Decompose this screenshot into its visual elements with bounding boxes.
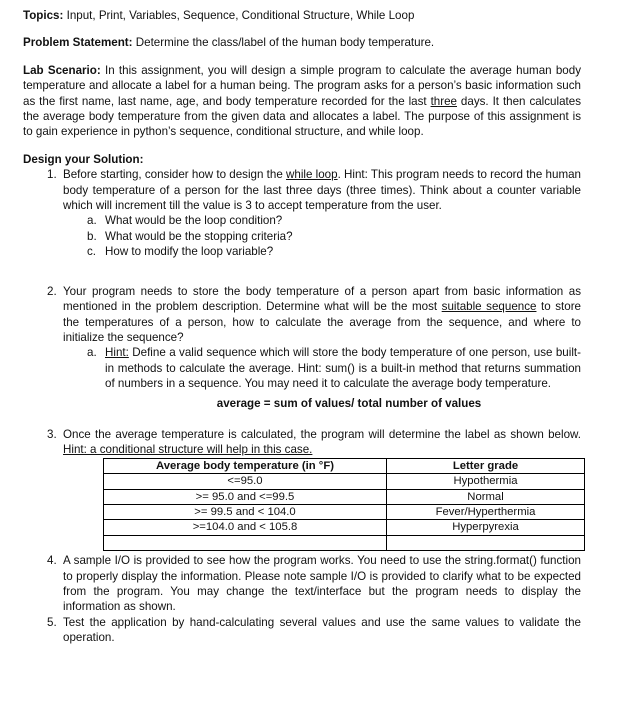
suitable-sequence-term: suitable sequence [441, 300, 537, 314]
solution-item-1: 1. Before starting, consider how to design the while loop. Hint: This program needs to record the human body temperature of a person for the last three days (three times). Think about a counter variable which will increment till the value is 3 to accept temperature from the user. [47, 168, 581, 213]
table-cell: Hypothermia [387, 474, 585, 489]
item-number: 1. [47, 168, 57, 182]
solution-item-2: 2. Your program needs to store the body temperature of a person apart from basic information as mentioned in the problem description. Determine what will be the most suitable sequence to store the temperatures of a person, how to calculate the average from the sequence, and where to initialize the sequence? [47, 284, 582, 344]
solution-item-3: 3. Once the average temperature is calculated, the program will determine the label as shown below. Hint: a conditional structure will help in this case. [47, 427, 581, 457]
problem-text: Determine the class/label of the human body temperature. [132, 36, 435, 50]
table-row [104, 489, 585, 504]
hint-conditional: Hint: a conditional structure will help in this case. [63, 443, 313, 457]
average-formula: average = sum of values/ total number of values [216, 396, 482, 410]
scenario-label: Lab Scenario: [23, 63, 101, 77]
scenario-text-1: In this assignment, you will design a simple program to calculate the average human body temperature and allocate a label for a human being. The program asks for a person’s basic information such as the first name, last name, age, and body temperature recorded for the last [23, 63, 581, 108]
while-loop-term: while loop [286, 168, 338, 182]
table-cell: Normal [387, 489, 585, 504]
table-cell [387, 535, 585, 550]
table-row-empty [104, 535, 585, 550]
table-cell: Hyperpyrexia [387, 520, 585, 535]
document-page [23, 8, 581, 646]
solution-heading: Design your Solution: [23, 152, 144, 166]
table-header-grade: Letter grade [387, 458, 585, 473]
table-cell: >=104.0 and < 105.8 [104, 520, 387, 535]
table-cell: Fever/Hyperthermia [387, 504, 585, 519]
scenario-underlined: three [430, 94, 457, 108]
table-cell [104, 535, 387, 550]
table-header-temp: Average body temperature (in °F) [104, 458, 387, 473]
temperature-label-table [103, 458, 585, 551]
solution-item-5: 5. Test the application by hand-calculating several values and use the same values to validate the operation. [47, 615, 581, 645]
hint-label: Hint: [105, 346, 129, 360]
problem-label: Problem Statement: [23, 36, 133, 50]
sub-item-1a: a. What would be the loop condition? [87, 214, 283, 228]
table-header-row [104, 458, 585, 473]
solution-item-4: 4. A sample I/O is provided to see how the program works. You need to use the string.format() function to properly display the information. Please note sample I/O is provided to clarify what to be expected from the program. You may change the text/interface but the program needs to display the information as shown. [47, 554, 581, 614]
table-cell: <=95.0 [104, 474, 387, 489]
item-number: 4. [47, 554, 57, 568]
topics-line [23, 8, 581, 23]
table-row [104, 474, 585, 489]
lab-scenario [23, 63, 581, 140]
sub-item-2a: a. Hint: Define a valid sequence which will store the body temperature of one person, use built-in methods to calculate the average. Hint: sum() is a built-in method that returns summation of numbers in a sequence. You may need it to calculate the average body temperature. [87, 346, 581, 391]
sub-item-1b: b. What would be the stopping criteria? [87, 229, 293, 243]
item-number: 2. [47, 284, 57, 298]
topics-text: Input, Print, Variables, Sequence, Conditional Structure, While Loop [63, 9, 415, 22]
item-number: 5. [47, 615, 57, 629]
item-number: 3. [47, 427, 57, 441]
scenario-text-2: days. It then calculates the average body temperature from the given data and allocates a label. The purpose of this assignment is to gain experience in python’s sequence, conditional structure, and while loop. [23, 94, 581, 139]
topics-label: Topics: [23, 9, 64, 22]
problem-statement [23, 35, 581, 50]
table-cell: >= 99.5 and < 104.0 [104, 504, 387, 519]
table-cell: >= 95.0 and <=99.5 [104, 489, 387, 504]
table-row [104, 504, 585, 519]
sub-item-1c: c. How to modify the loop variable? [87, 245, 274, 259]
table-row [104, 520, 585, 535]
